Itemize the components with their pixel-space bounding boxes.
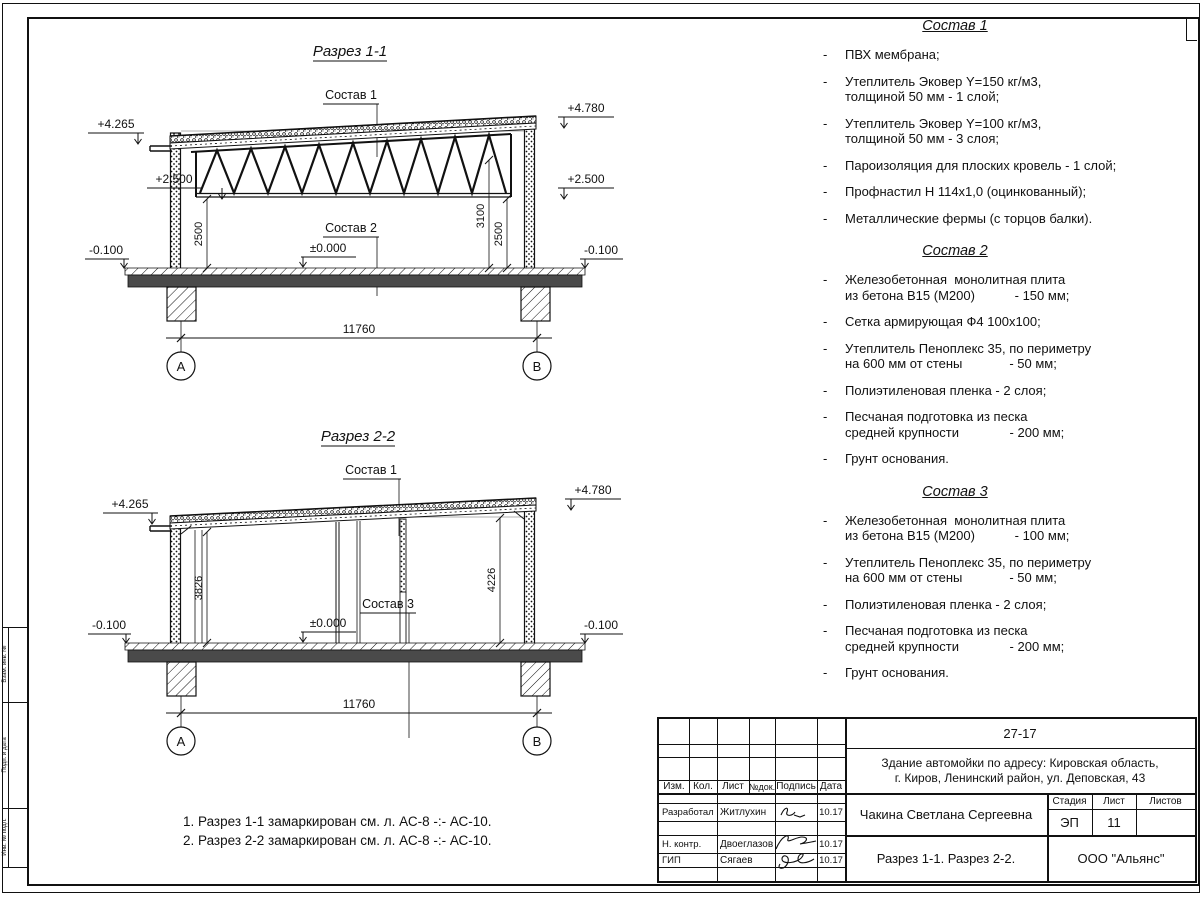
tb-h-sheets: Листов bbox=[1149, 795, 1182, 807]
tb-h-kol: Кол. bbox=[693, 781, 713, 792]
section-1-1-title: Разрез 1-1 bbox=[312, 43, 388, 60]
tb-date-2: 10.17 bbox=[819, 838, 843, 850]
sostav2-label: Состав 2 bbox=[325, 221, 377, 235]
title-block bbox=[657, 717, 1197, 883]
svg-text:3100: 3100 bbox=[475, 203, 487, 229]
list-item bbox=[820, 158, 1192, 174]
bullet-dash: - bbox=[823, 210, 828, 226]
item-text: Утеплитель Пеноплекс 35, по периметру bbox=[845, 340, 1092, 356]
tb-name-2: Двоеглазов bbox=[720, 838, 774, 850]
comp3-title: Состав 3 bbox=[922, 483, 988, 500]
comp1-title: Состав 1 bbox=[922, 18, 988, 34]
svg-text:3826: 3826 bbox=[193, 575, 205, 601]
svg-text:-0.100: -0.100 bbox=[91, 618, 127, 632]
tb-date-1: 10.17 bbox=[819, 806, 843, 818]
list-item bbox=[820, 513, 1192, 544]
svg-text:+2.500: +2.500 bbox=[567, 172, 605, 186]
tb-caption: Разрез 1-1. Разрез 2-2. bbox=[876, 850, 1016, 866]
item-text: Профнастил Н 114х1,0 (оцинкованный); bbox=[845, 184, 1087, 199]
axis-a: А bbox=[176, 359, 186, 374]
tb-sheets-value bbox=[1136, 809, 1195, 835]
item-text: Песчаная подготовка из песка bbox=[845, 623, 1028, 638]
note-1: 1. Разрез 1-1 замаркирован см. л. АС-8 -:- АС-10. bbox=[183, 814, 492, 829]
signature-3 bbox=[772, 850, 820, 872]
tb-h-doc: №док. bbox=[749, 781, 775, 792]
svg-text:2500: 2500 bbox=[493, 221, 505, 247]
svg-text:+4.265: +4.265 bbox=[97, 117, 135, 131]
tb-date-3: 10.17 bbox=[819, 854, 843, 866]
section-2-2-drawing bbox=[60, 415, 645, 790]
item-text: из бетона В15 (М200) - 150 мм; bbox=[845, 287, 1070, 303]
item-text: Металлические фермы (с торцов балки). bbox=[845, 210, 1093, 226]
item-text: из бетона В15 (М200) - 100 мм; bbox=[845, 528, 1070, 543]
svg-text:-0.100: -0.100 bbox=[88, 243, 124, 257]
list-item bbox=[820, 314, 1192, 330]
axis-a-2: А bbox=[176, 734, 186, 749]
list-item bbox=[820, 451, 1192, 467]
svg-text:+4.780: +4.780 bbox=[567, 101, 605, 115]
strip-label-inv: Инв. № подл. bbox=[2, 818, 8, 856]
item-text: Утеплитель Эковер Y=100 кг/м3, bbox=[845, 115, 1042, 131]
compositions-panel bbox=[820, 18, 1192, 692]
tb-h-izm: Изм. bbox=[663, 781, 685, 792]
list-item bbox=[820, 623, 1192, 654]
item-text: на 600 мм от стены - 50 мм; bbox=[845, 356, 1057, 371]
item-text: Сетка армирующая Ф4 100х100; bbox=[845, 314, 1041, 329]
axis-b-2: В bbox=[532, 734, 542, 749]
bullet-dash: - bbox=[823, 623, 828, 638]
floor-slab-1-1 bbox=[125, 268, 585, 321]
bullet-dash: - bbox=[823, 184, 828, 199]
note-2: 2. Разрез 2-2 замаркирован см. л. АС-8 -:- АС-10. bbox=[183, 833, 492, 848]
svg-text:11760: 11760 bbox=[342, 322, 376, 336]
tb-role-2: Н. контр. bbox=[662, 838, 702, 850]
strip-label-podp: Подп. и дата bbox=[2, 737, 8, 773]
list-item bbox=[820, 383, 1192, 399]
tb-h-list: Лист bbox=[722, 781, 744, 792]
bullet-dash: - bbox=[823, 340, 828, 356]
item-text: Грунт основания. bbox=[845, 665, 949, 680]
tb-organization: ООО "Альянс" bbox=[1077, 850, 1165, 866]
bullet-dash: - bbox=[823, 47, 828, 62]
tb-address-line1: Здание автомойки по адресу: Кировская область, bbox=[881, 755, 1159, 770]
svg-text:4226: 4226 bbox=[486, 567, 498, 593]
item-text: Утеплитель Эковер Y=150 кг/м3, bbox=[845, 73, 1042, 89]
item-text: средней крупности - 200 мм; bbox=[845, 638, 1065, 654]
tb-address-line2: г. Киров, Ленинский район, ул. Деповская, 43 bbox=[894, 770, 1146, 785]
notes bbox=[183, 812, 492, 850]
bullet-dash: - bbox=[823, 596, 828, 612]
list-item bbox=[820, 47, 1192, 63]
bullet-dash: - bbox=[823, 451, 828, 466]
sostav3-label: Состав 3 bbox=[362, 597, 414, 611]
list-item bbox=[820, 341, 1192, 372]
tb-author: Чакина Светлана Сергеевна bbox=[859, 806, 1033, 822]
bullet-dash: - bbox=[823, 382, 828, 398]
svg-text:-0.100: -0.100 bbox=[583, 243, 619, 257]
bullet-dash: - bbox=[823, 554, 828, 570]
tb-role-3: ГИП bbox=[662, 854, 681, 866]
item-text: средней крупности - 200 мм; bbox=[845, 424, 1065, 440]
comp2-title: Состав 2 bbox=[922, 243, 988, 259]
item-text: на 600 мм от стены - 50 мм; bbox=[845, 570, 1057, 585]
section-1-1-drawing bbox=[60, 30, 645, 390]
bullet-dash: - bbox=[823, 157, 828, 173]
svg-text:11760: 11760 bbox=[342, 697, 376, 711]
tb-h-sheet: Лист bbox=[1103, 795, 1125, 807]
svg-text:±0.000: ±0.000 bbox=[309, 616, 347, 630]
bullet-dash: - bbox=[823, 512, 828, 528]
tb-name-1: Житлухин bbox=[720, 806, 767, 818]
tb-name-3: Сягаев bbox=[720, 854, 753, 866]
item-text: Железобетонная монолитная плита bbox=[845, 512, 1066, 528]
list-item bbox=[820, 597, 1192, 613]
bullet-dash: - bbox=[823, 272, 828, 287]
svg-text:+4.780: +4.780 bbox=[574, 483, 612, 497]
item-text: Железобетонная монолитная плита bbox=[845, 272, 1066, 287]
list-item bbox=[820, 272, 1192, 303]
list-item bbox=[820, 116, 1192, 147]
svg-text:+2.500: +2.500 bbox=[155, 172, 193, 186]
tb-h-sign: Подпись bbox=[776, 781, 816, 792]
bullet-dash: - bbox=[823, 665, 828, 680]
list-item bbox=[820, 74, 1192, 105]
svg-text:-0.100: -0.100 bbox=[583, 618, 619, 632]
item-text: толщиной 50 мм - 3 слоя; bbox=[845, 131, 1000, 146]
item-text: ПВХ мембрана; bbox=[845, 47, 940, 62]
list-item bbox=[820, 665, 1192, 681]
svg-text:+4.265: +4.265 bbox=[111, 497, 149, 511]
list-item bbox=[820, 409, 1192, 440]
list-item bbox=[820, 184, 1192, 200]
tb-h-stage: Стадия bbox=[1052, 795, 1087, 807]
item-text: Песчаная подготовка из песка bbox=[845, 409, 1028, 424]
item-text: Грунт основания. bbox=[845, 451, 949, 466]
sostav1-label: Состав 1 bbox=[325, 88, 377, 102]
item-text: Полиэтиленовая пленка - 2 слоя; bbox=[845, 596, 1047, 612]
bullet-dash: - bbox=[823, 115, 828, 131]
bullet-dash: - bbox=[823, 73, 828, 89]
item-text: Пароизоляция для плоских кровель - 1 слой; bbox=[845, 157, 1117, 173]
axis-b: В bbox=[532, 359, 542, 374]
item-text: Полиэтиленовая пленка - 2 слоя; bbox=[845, 382, 1047, 398]
section-2-2-title: Разрез 2-2 bbox=[320, 428, 396, 445]
svg-text:±0.000: ±0.000 bbox=[309, 241, 347, 255]
vertical-dims-2-2 bbox=[193, 514, 504, 647]
item-text: толщиной 50 мм - 1 слой; bbox=[845, 89, 1000, 104]
tb-stage-value: ЭП bbox=[1060, 814, 1079, 830]
span-dim-2-2 bbox=[166, 696, 552, 755]
tb-address bbox=[845, 748, 1195, 793]
list-item bbox=[820, 211, 1192, 227]
bullet-dash: - bbox=[823, 314, 828, 329]
signature-1 bbox=[777, 804, 815, 820]
tb-sheet-value: 11 bbox=[1107, 814, 1121, 830]
strip-label-vzam: Взам. инв. № bbox=[2, 645, 8, 683]
list-item bbox=[820, 555, 1192, 586]
span-dim-1-1 bbox=[166, 321, 552, 380]
tb-role-1: Разработал bbox=[662, 806, 714, 818]
floor-slab-2-2 bbox=[125, 643, 585, 696]
bullet-dash: - bbox=[823, 409, 828, 424]
sostav1-label-2: Состав 1 bbox=[345, 463, 397, 477]
tb-h-date: Дата bbox=[819, 781, 843, 792]
tb-doc-number: 27-17 bbox=[1003, 726, 1037, 741]
svg-text:2500: 2500 bbox=[193, 221, 205, 247]
item-text: Утеплитель Пеноплекс 35, по периметру bbox=[845, 554, 1092, 570]
interior-partitions bbox=[195, 519, 406, 644]
